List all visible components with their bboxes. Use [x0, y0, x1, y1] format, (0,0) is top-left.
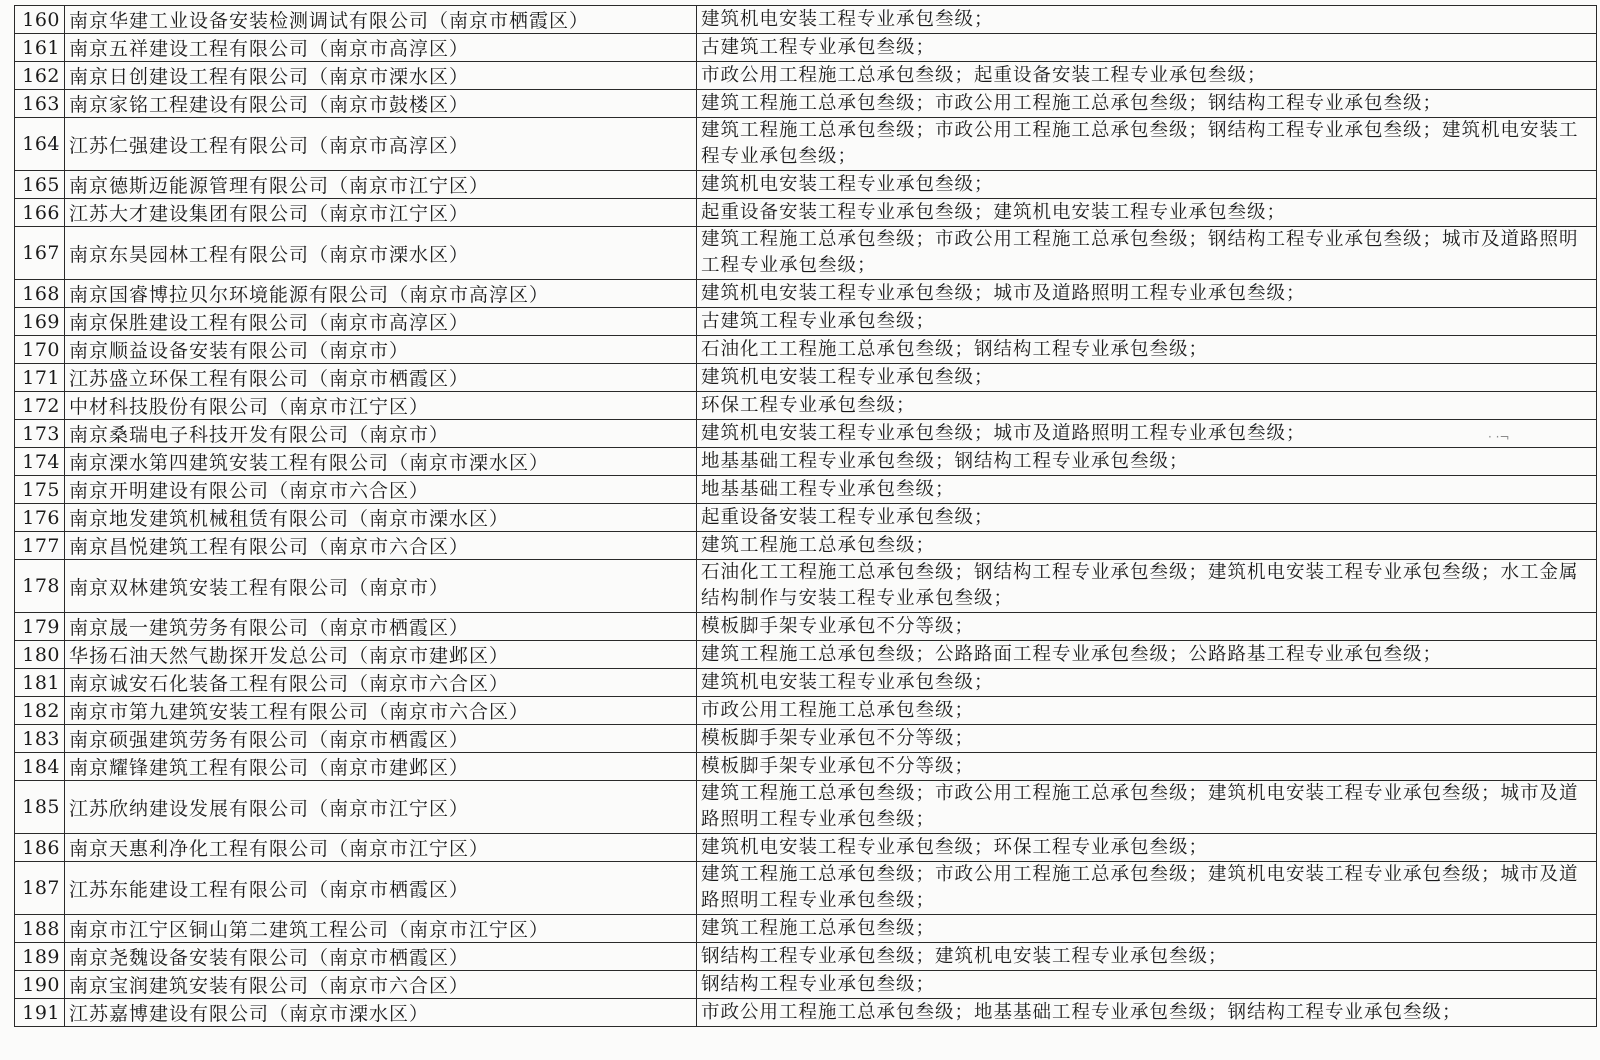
qualification-text: 建筑机电安装工程专业承包叁级； [697, 669, 1597, 697]
row-number: 160 [15, 6, 65, 34]
qualification-text: 石油化工工程施工总承包叁级；钢结构工程专业承包叁级； [697, 336, 1597, 364]
row-number: 162 [15, 62, 65, 90]
table-row [15, 504, 1597, 532]
table-row [15, 280, 1597, 308]
row-number: 181 [15, 669, 65, 697]
qualification-text: 建筑工程施工总承包叁级；市政公用工程施工总承包叁级；钢结构工程专业承包叁级；建筑机电安装工程专业承包叁级； [697, 118, 1597, 171]
table-row [15, 613, 1597, 641]
table-row [15, 971, 1597, 999]
row-number: 170 [15, 336, 65, 364]
table-row [15, 697, 1597, 725]
qualification-text: 建筑工程施工总承包叁级；市政公用工程施工总承包叁级；钢结构工程专业承包叁级； [697, 90, 1597, 118]
company-name: 南京双林建筑安装工程有限公司（南京市） [65, 560, 697, 613]
qualification-text: 建筑机电安装工程专业承包叁级；城市及道路照明工程专业承包叁级； [697, 280, 1597, 308]
qualification-text: 建筑机电安装工程专业承包叁级；环保工程专业承包叁级； [697, 834, 1597, 862]
qualification-text: 市政公用工程施工总承包叁级；起重设备安装工程专业承包叁级； [697, 62, 1597, 90]
table-row [15, 171, 1597, 199]
table-row [15, 336, 1597, 364]
qualification-text: 地基基础工程专业承包叁级；钢结构工程专业承包叁级； [697, 448, 1597, 476]
table-row [15, 308, 1597, 336]
row-number: 163 [15, 90, 65, 118]
company-name: 南京诚安石化装备工程有限公司（南京市六合区） [65, 669, 697, 697]
company-name: 南京日创建设工程有限公司（南京市溧水区） [65, 62, 697, 90]
row-number: 186 [15, 834, 65, 862]
company-name: 南京硕强建筑劳务有限公司（南京市栖霞区） [65, 725, 697, 753]
company-name: 南京晟一建筑劳务有限公司（南京市栖霞区） [65, 613, 697, 641]
row-number: 175 [15, 476, 65, 504]
qualification-text: 建筑机电安装工程专业承包叁级； [697, 6, 1597, 34]
row-number: 187 [15, 862, 65, 915]
table-row [15, 227, 1597, 280]
row-number: 176 [15, 504, 65, 532]
table-row [15, 199, 1597, 227]
table-row [15, 448, 1597, 476]
row-number: 167 [15, 227, 65, 280]
table-row [15, 560, 1597, 613]
row-number: 182 [15, 697, 65, 725]
row-number: 185 [15, 781, 65, 834]
company-name: 江苏嘉博建设有限公司（南京市溧水区） [65, 999, 697, 1027]
table-row [15, 641, 1597, 669]
qualification-text: 钢结构工程专业承包叁级； [697, 971, 1597, 999]
table-row [15, 725, 1597, 753]
company-name: 南京市第九建筑安装工程有限公司（南京市六合区） [65, 697, 697, 725]
company-name: 南京德斯迈能源管理有限公司（南京市江宁区） [65, 171, 697, 199]
row-number: 177 [15, 532, 65, 560]
qualification-text: 起重设备安装工程专业承包叁级；建筑机电安装工程专业承包叁级； [697, 199, 1597, 227]
table-row [15, 753, 1597, 781]
qualification-text: 建筑工程施工总承包叁级；市政公用工程施工总承包叁级；建筑机电安装工程专业承包叁级；城市及道路照明工程专业承包叁级； [697, 862, 1597, 915]
qualification-text: 建筑工程施工总承包叁级； [697, 532, 1597, 560]
row-number: 174 [15, 448, 65, 476]
table-row [15, 915, 1597, 943]
qualification-text: 环保工程专业承包叁级； [697, 392, 1597, 420]
company-name: 南京地发建筑机械租赁有限公司（南京市溧水区） [65, 504, 697, 532]
row-number: 178 [15, 560, 65, 613]
row-number: 183 [15, 725, 65, 753]
row-number: 166 [15, 199, 65, 227]
row-number: 169 [15, 308, 65, 336]
company-name: 南京桑瑞电子科技开发有限公司（南京市） [65, 420, 697, 448]
company-name: 南京五祥建设工程有限公司（南京市高淳区） [65, 34, 697, 62]
table-row [15, 781, 1597, 834]
qualification-text: 模板脚手架专业承包不分等级； [697, 725, 1597, 753]
company-name: 南京耀锋建筑工程有限公司（南京市建邺区） [65, 753, 697, 781]
row-number: 189 [15, 943, 65, 971]
company-name: 南京尧魏设备安装有限公司（南京市栖霞区） [65, 943, 697, 971]
table-row [15, 62, 1597, 90]
table-row [15, 364, 1597, 392]
company-name: 南京保胜建设工程有限公司（南京市高淳区） [65, 308, 697, 336]
qualification-text: 建筑机电安装工程专业承包叁级；城市及道路照明工程专业承包叁级； [697, 420, 1597, 448]
qualification-text: 建筑机电安装工程专业承包叁级； [697, 364, 1597, 392]
qualification-table [14, 5, 1597, 1027]
qualification-text: 市政公用工程施工总承包叁级；地基基础工程专业承包叁级；钢结构工程专业承包叁级； [697, 999, 1597, 1027]
company-name: 江苏东能建设工程有限公司（南京市栖霞区） [65, 862, 697, 915]
qualification-text: 古建筑工程专业承包叁级； [697, 34, 1597, 62]
qualification-text: 起重设备安装工程专业承包叁级； [697, 504, 1597, 532]
qualification-text: 模板脚手架专业承包不分等级； [697, 753, 1597, 781]
row-number: 188 [15, 915, 65, 943]
table-row [15, 392, 1597, 420]
table-row [15, 6, 1597, 34]
company-name: 南京市江宁区铜山第二建筑工程公司（南京市江宁区） [65, 915, 697, 943]
qualification-text: 建筑工程施工总承包叁级；市政公用工程施工总承包叁级；钢结构工程专业承包叁级；城市及道路照明工程专业承包叁级； [697, 227, 1597, 280]
table-row [15, 999, 1597, 1027]
row-number: 184 [15, 753, 65, 781]
company-name: 江苏仁强建设工程有限公司（南京市高淳区） [65, 118, 697, 171]
company-name: 中材科技股份有限公司（南京市江宁区） [65, 392, 697, 420]
qualification-text: 建筑机电安装工程专业承包叁级； [697, 171, 1597, 199]
company-name: 江苏大才建设集团有限公司（南京市江宁区） [65, 199, 697, 227]
company-name: 南京昌悦建筑工程有限公司（南京市六合区） [65, 532, 697, 560]
table-row [15, 532, 1597, 560]
table-row [15, 943, 1597, 971]
table-row [15, 34, 1597, 62]
company-name: 南京东昊园林工程有限公司（南京市溧水区） [65, 227, 697, 280]
company-name: 华扬石油天然气勘探开发总公司（南京市建邺区） [65, 641, 697, 669]
row-number: 165 [15, 171, 65, 199]
table-row [15, 420, 1597, 448]
row-number: 164 [15, 118, 65, 171]
qualification-text: 建筑工程施工总承包叁级； [697, 915, 1597, 943]
company-name: 南京家铭工程建设有限公司（南京市鼓楼区） [65, 90, 697, 118]
table-row [15, 669, 1597, 697]
company-name: 南京顺益设备安装有限公司（南京市） [65, 336, 697, 364]
row-number: 191 [15, 999, 65, 1027]
table-row [15, 476, 1597, 504]
row-number: 173 [15, 420, 65, 448]
company-name: 南京开明建设有限公司（南京市六合区） [65, 476, 697, 504]
company-name: 南京宝润建筑安装有限公司（南京市六合区） [65, 971, 697, 999]
table-row [15, 834, 1597, 862]
table-body [15, 6, 1597, 1027]
row-number: 161 [15, 34, 65, 62]
table-row [15, 862, 1597, 915]
qualification-text: 钢结构工程专业承包叁级；建筑机电安装工程专业承包叁级； [697, 943, 1597, 971]
qualification-text: 石油化工工程施工总承包叁级；钢结构工程专业承包叁级；建筑机电安装工程专业承包叁级；水工金属结构制作与安装工程专业承包叁级； [697, 560, 1597, 613]
company-name: 江苏欣纳建设发展有限公司（南京市江宁区） [65, 781, 697, 834]
row-number: 180 [15, 641, 65, 669]
qualification-text: 建筑工程施工总承包叁级；市政公用工程施工总承包叁级；建筑机电安装工程专业承包叁级；城市及道路照明工程专业承包叁级； [697, 781, 1597, 834]
qualification-text: 市政公用工程施工总承包叁级； [697, 697, 1597, 725]
row-number: 171 [15, 364, 65, 392]
qualification-text: 古建筑工程专业承包叁级； [697, 308, 1597, 336]
row-number: 179 [15, 613, 65, 641]
company-name: 南京华建工业设备安装检测调试有限公司（南京市栖霞区） [65, 6, 697, 34]
table-row [15, 118, 1597, 171]
qualification-text: 模板脚手架专业承包不分等级； [697, 613, 1597, 641]
scan-speck: · ·¬ [1488, 430, 1510, 444]
qualification-text: 建筑工程施工总承包叁级；公路路面工程专业承包叁级；公路路基工程专业承包叁级； [697, 641, 1597, 669]
table-row [15, 90, 1597, 118]
row-number: 190 [15, 971, 65, 999]
company-name: 江苏盛立环保工程有限公司（南京市栖霞区） [65, 364, 697, 392]
row-number: 168 [15, 280, 65, 308]
qualification-text: 地基基础工程专业承包叁级； [697, 476, 1597, 504]
company-name: 南京国睿博拉贝尔环境能源有限公司（南京市高淳区） [65, 280, 697, 308]
row-number: 172 [15, 392, 65, 420]
company-name: 南京天惠利净化工程有限公司（南京市江宁区） [65, 834, 697, 862]
company-name: 南京溧水第四建筑安装工程有限公司（南京市溧水区） [65, 448, 697, 476]
